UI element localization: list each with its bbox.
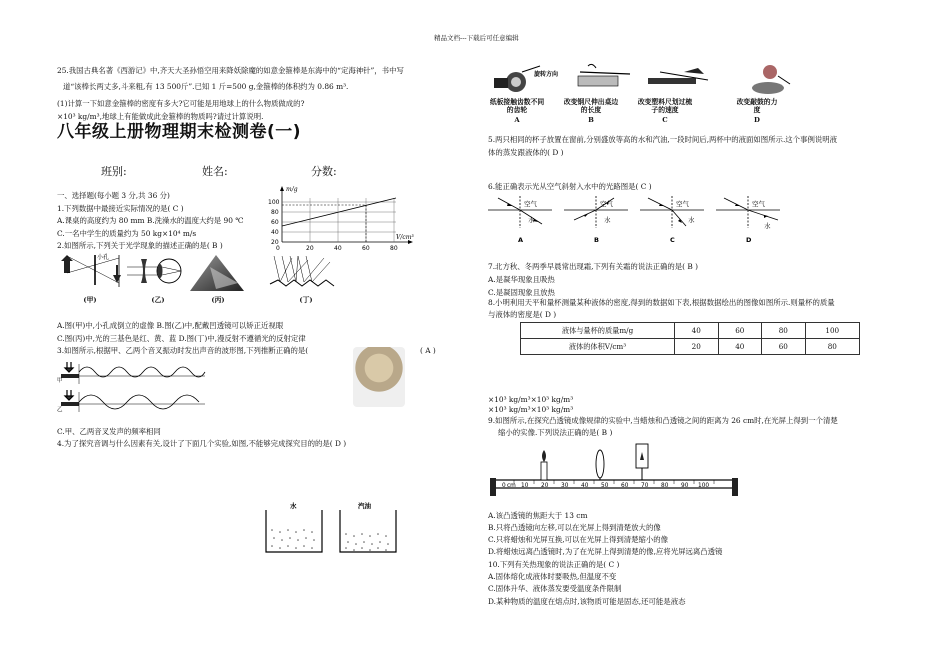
q9-option-b: B.只将凸透镜向左移,可以在光屏上得到清楚放大的像 — [488, 523, 661, 532]
ruler-tick: 60 — [621, 483, 629, 489]
table-cell: 40 — [675, 323, 719, 339]
table-cell: 80 — [762, 323, 806, 339]
table-cell: 液体与量杯的质量m/g — [521, 323, 675, 339]
graph-xlabel: V/cm³ — [396, 234, 414, 241]
q4-stem: 4.为了探究音调与什么因素有关,设计了下面几个实验,如图,不能够完成探究目的的是( D ) — [57, 439, 347, 448]
q8-options-ab: ×10³ kg/m³×10³ kg/m³ — [488, 395, 574, 404]
q4-letter-b: B — [588, 116, 594, 124]
rotate-label: 旋转方向 — [534, 71, 559, 78]
q8-line2: 与液体的密度是( D ) — [488, 310, 557, 319]
graph-ytick: 80 — [271, 209, 279, 216]
q6-air-label: 空气 — [752, 200, 765, 208]
table-row — [521, 339, 860, 355]
graph-ytick: 40 — [271, 229, 279, 236]
q6-water-label: 水 — [528, 216, 535, 224]
pinhole-figure — [57, 253, 123, 293]
page-header: 精品文档---下载后可任意编辑 — [434, 34, 519, 42]
graph-xtick: 40 — [334, 245, 342, 252]
q9-option-d: D.将蜡烛远离凸透镜时,为了在光屏上得到清楚的像,应将光屏远离凸透镜 — [488, 547, 723, 556]
optical-bench — [490, 442, 740, 500]
q8-line1: 8.小明利用天平和量杯测量某种液体的密度,得到的数据如下表,根据数据绘出的图像如图所示.则量杯的质量 — [488, 298, 835, 307]
ruler-tick: 0 — [502, 483, 506, 489]
q9-line2: 缩小的实像.下列说法正确的是( B ) — [498, 428, 613, 437]
convex-lens-icon — [596, 450, 604, 480]
q6-water-label: 水 — [688, 216, 695, 224]
q10-option-a: A.固体熔化成液体时要吸热,但温度不变 — [488, 572, 617, 581]
q3-stem: 3.如图所示,根据甲、乙两个音叉振动时发出声音的波形图,下列推断正确的是( — [57, 346, 309, 355]
ruler-tick: 100 — [698, 483, 710, 489]
q2-option-cd: C.图(丙)中,光的三基色是红、黄、蓝 D.图(丁)中,漫反射不遵循光的反射定律 — [57, 334, 306, 343]
q3-answer: ( A ) — [420, 346, 436, 355]
fork-label-jia: 甲 — [57, 378, 63, 384]
q6-water-label: 水 — [604, 216, 611, 224]
q1-stem: 1.下列数据中最接近实际情况的是( C ) — [57, 204, 184, 213]
graph-xtick: 80 — [390, 245, 398, 252]
q4-caption-b: 改变钢尺伸出桌边的长度 — [563, 98, 619, 114]
q4-experiment-pictures — [488, 62, 798, 98]
q4-letter-d: D — [754, 116, 760, 124]
q4-caption-d: 改变敲鼓的力度 — [736, 98, 778, 114]
pinhole-label: 小孔 — [97, 254, 110, 261]
ruler-tick: 30 — [561, 483, 569, 489]
q10-option-c: C.固体升华、液体蒸发要受温度条件限制 — [488, 584, 622, 593]
q1-option-cd: C.一名中学生的质量约为 50 kg×10⁴ m/s — [57, 229, 197, 238]
q7-option-c: C.是凝固现象且放热 — [488, 288, 555, 297]
table-cell: 液体的体积V/cm³ — [521, 339, 675, 355]
q2-option-ab: A.图(甲)中,小孔成倒立的虚像 B.图(乙)中,配戴凹透镜可以矫正近视眼 — [57, 321, 284, 330]
fig-caption-ding: (丁) — [299, 296, 313, 304]
q25-line3: (1)计算一下如意金箍棒的密度有多大?它可能是用地球上的什么物质做成的? — [57, 99, 305, 108]
q6-letter-a: A — [518, 236, 524, 244]
class-label: 班别: — [101, 165, 127, 178]
q9-option-c: C.只将蜡烛和光屏互换,可以在光屏上得到清楚缩小的像 — [488, 535, 669, 544]
q6-water-label: 水 — [764, 222, 771, 230]
fig-caption-jia: (甲) — [83, 296, 97, 304]
q9-option-a: A.该凸透镜的焦距大于 13 cm — [488, 511, 588, 520]
q3-option-c: C.甲、乙两音叉发声的频率相同 — [57, 427, 161, 436]
comb-ruler-picture — [648, 68, 708, 84]
q4-letter-c: C — [662, 116, 668, 124]
q25-line4: ×10³ kg/m³,地球上有能做成此金箍棒的物质吗?请过计算说明. — [57, 112, 264, 121]
graph-xtick: 20 — [306, 245, 314, 252]
gear-card-picture — [494, 66, 558, 92]
graph-ytick: 20 — [271, 239, 279, 246]
fig-caption-yi: (乙) — [151, 296, 165, 304]
q7-stem: 7.北方秋、冬两季早晨常出现霜,下列有关霜的说法正确的是( B ) — [488, 262, 699, 271]
ruler-tick: 10 — [521, 483, 529, 489]
score-label: 分数: — [311, 165, 337, 178]
graph-origin: 0 — [276, 245, 280, 252]
q10-option-d: D.某种物质的温度在熔点时,该物质可能是固态,还可能是液态 — [488, 597, 686, 606]
graph-ylabel: m/g — [286, 186, 298, 193]
q8-data-table — [520, 322, 860, 355]
drum-picture — [752, 65, 790, 94]
beakers-figure — [260, 500, 410, 556]
q6-letter-b: B — [594, 236, 599, 244]
eye-lens-figure — [127, 255, 183, 289]
ruler-tick: 90 — [681, 483, 689, 489]
light-screen-icon — [636, 444, 648, 480]
candle-icon — [541, 450, 547, 480]
table-cell: 60 — [762, 339, 806, 355]
ruler-tick: 80 — [661, 483, 669, 489]
mass-volume-graph — [268, 188, 428, 250]
ruler-desk-picture — [578, 64, 630, 86]
ruler-tick: 50 — [601, 483, 609, 489]
q6-letter-c: C — [670, 236, 675, 244]
beaker-label-water: 水 — [290, 502, 297, 510]
ruler-tick: 70 — [641, 483, 649, 489]
q7-option-a: A.是凝华现象且吸热 — [488, 275, 555, 284]
table-cell: 60 — [718, 323, 762, 339]
table-row — [521, 323, 860, 339]
reflection-figure — [268, 254, 340, 294]
q6-air-label: 空气 — [524, 200, 537, 208]
q25-line2: 道“该棒长两丈多,斗来粗,有 13 500斤”.已知 1 斤=500 g,金箍棒的体积约为 0.86 m³. — [63, 82, 349, 91]
table-cell: 20 — [675, 339, 719, 355]
beaker-label-gasoline: 汽油 — [358, 502, 371, 510]
ruler-tick: 20 — [541, 483, 549, 489]
q5-line2: 体的蒸发跟液体的( D ) — [488, 148, 564, 157]
refraction-diagrams — [488, 194, 788, 244]
tuning-fork-waveforms — [57, 358, 207, 414]
q4-caption-a: 纸板接触齿数不同的齿轮 — [489, 98, 545, 114]
graph-xtick: 60 — [362, 245, 370, 252]
q9-line1: 9.如图所示,在探究凸透镜成像规律的实验中,当蜡烛和凸透镜之间的距离为 26 cm时,在光屏上得到一个清楚 — [488, 416, 838, 425]
q25-line1: 25.我国古典名著《西游记》中,齐天大圣孙悟空用来降妖除魔的如意金箍棒是东海中的“定海神针”，书中写 — [57, 66, 404, 75]
q5-line1: 5.两只相同的杯子放置在窗前,分别盛放等高的水和汽油,一段时间后,两杯中的液面如图所示.这个事例说明液 — [488, 135, 838, 144]
fig-caption-bing: (丙) — [211, 296, 225, 304]
q6-air-label: 空气 — [676, 200, 689, 208]
monkey-king-illustration — [353, 347, 405, 407]
section-heading: 一、选择题(每小题 3 分,共 36 分) — [57, 191, 170, 200]
q4-letter-a: A — [514, 116, 520, 124]
fork-label-yi: 乙 — [57, 407, 63, 413]
table-cell: 80 — [805, 339, 859, 355]
q8-options-cd: ×10³ kg/m³×10³ kg/m³ — [488, 405, 574, 414]
q6-stem: 6.能正确表示光从空气斜射入水中的光路图是( C ) — [488, 182, 652, 191]
ruler-tick: 40 — [581, 483, 589, 489]
q10-stem: 10.下列有关热现象的说法正确的是( C ) — [488, 560, 620, 569]
table-cell: 40 — [718, 339, 762, 355]
q4-caption-c: 改变塑料尺划过梳子的速度 — [637, 98, 693, 114]
exam-title: 八年级上册物理期末检测卷(一) — [57, 122, 302, 142]
q2-stem: 2.如图所示,下列关于光学现象的描述正确的是( B ) — [57, 241, 223, 250]
graph-ytick: 100 — [268, 199, 280, 206]
q6-air-label: 空气 — [600, 200, 613, 208]
name-label: 姓名: — [202, 165, 228, 178]
q1-option-ab: A.课桌的高度约为 80 mm B.洗澡水的温度大约是 90 ℃ — [57, 216, 244, 225]
graph-ytick: 60 — [271, 219, 279, 226]
q6-letter-d: D — [746, 236, 752, 244]
ruler-unit: cm — [507, 483, 516, 489]
prism-figure — [188, 253, 246, 293]
table-cell: 100 — [805, 323, 859, 339]
